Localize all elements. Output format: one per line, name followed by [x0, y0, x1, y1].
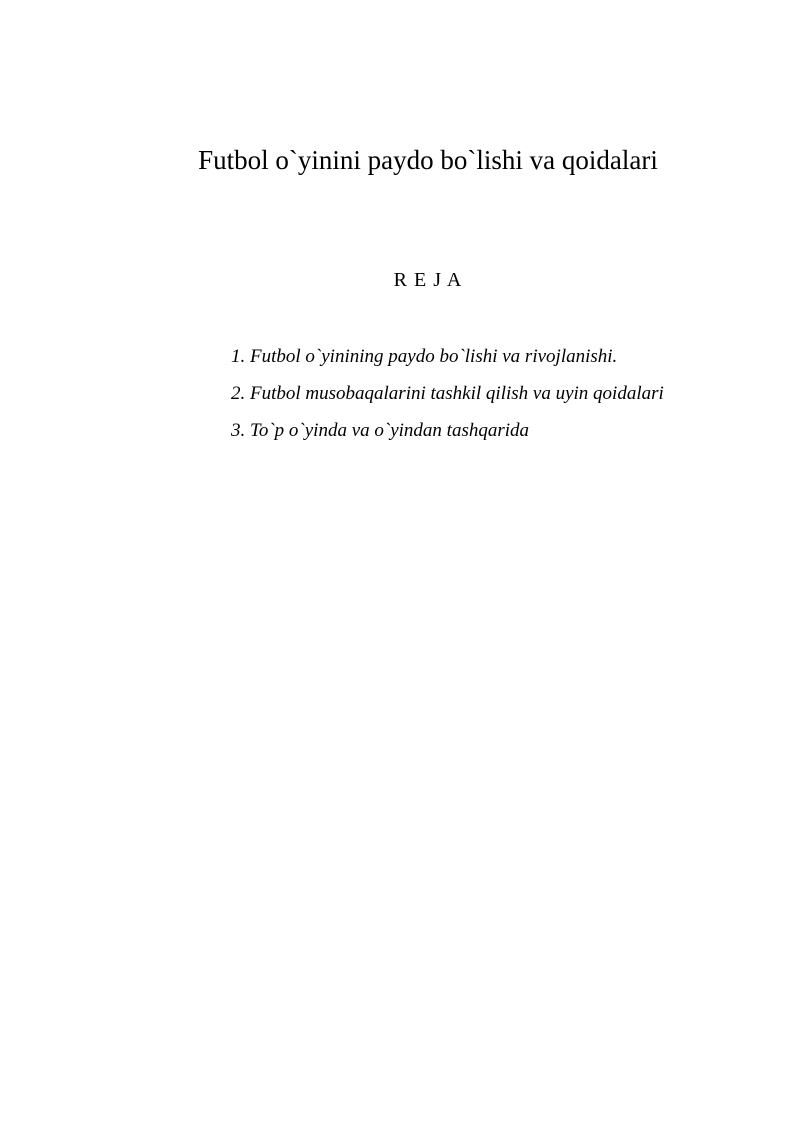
- plan-item: 3. To`p o`yinda va o`yindan tashqarida: [231, 420, 530, 441]
- plan-list: [231, 338, 664, 449]
- document-title: Futbol o`yinini paydo bo`lishi va qoidalari: [198, 145, 658, 175]
- plan-item: 2. Futbol musobaqalarini tashkil qilish va uyin qoidalari: [231, 383, 664, 404]
- plan-heading: R E J A: [393, 269, 463, 291]
- plan-item: 1. Futbol o`yinining paydo bo`lishi va rivojlanishi.: [231, 346, 618, 367]
